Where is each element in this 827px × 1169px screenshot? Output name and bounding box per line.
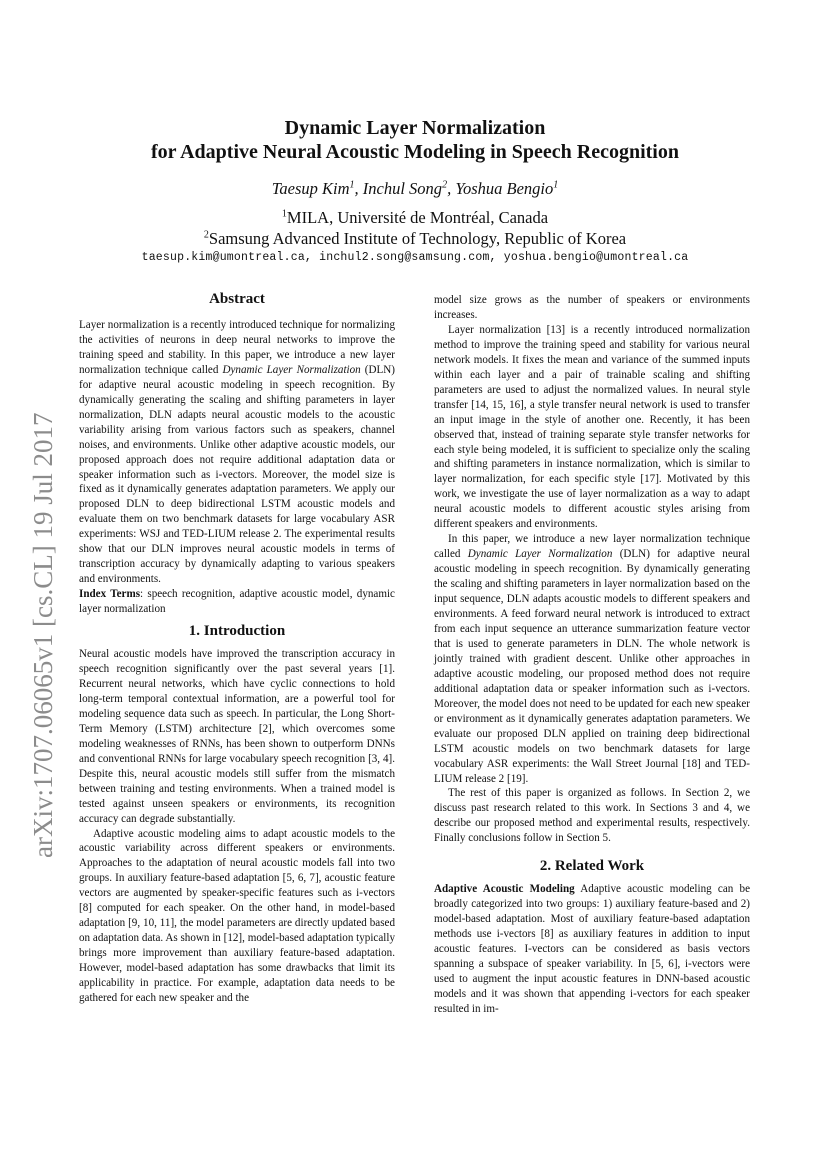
affiliation-2 xyxy=(80,229,750,249)
right-paragraph-0: model size grows as the number of speakers or environments increases. xyxy=(434,294,750,321)
author-1: Taesup Kim xyxy=(271,179,350,198)
introduction-heading: 1. Introduction xyxy=(188,623,286,640)
affiliation-1 xyxy=(80,208,750,228)
left-column xyxy=(79,290,395,1006)
author-3: Yoshua Bengio xyxy=(455,179,554,198)
abstract-dln-term: Dynamic Layer Normalization xyxy=(222,363,361,376)
affiliation-2-text: Samsung Advanced Institute of Technology, Republic of Korea xyxy=(208,229,627,248)
author-emails: taesup.kim@umontreal.ca, inchul2.song@samsung.com, yoshua.bengio@umontreal.ca xyxy=(141,251,689,264)
related-work-paragraph xyxy=(434,882,750,1017)
affiliation-2-sup: 2 xyxy=(203,229,209,241)
abstract-text xyxy=(79,318,395,587)
index-terms xyxy=(79,587,395,617)
arxiv-id: arXiv:1707.06065v1 [cs.CL] 19 Jul 2017 xyxy=(28,412,58,858)
title-line-2: for Adaptive Neural Acoustic Modeling in Speech Recognition xyxy=(151,141,679,163)
title-line-1: Dynamic Layer Normalization xyxy=(284,117,546,139)
affiliation-1-text: MILA, Université de Montréal, Canada xyxy=(286,208,549,227)
author-1-sup: 1 xyxy=(349,179,355,191)
affiliation-1-sup: 1 xyxy=(281,208,287,220)
arxiv-stamp xyxy=(28,380,68,860)
index-terms-label: Index Terms xyxy=(79,588,141,601)
paper-title xyxy=(80,116,750,164)
index-terms-text: : speech recognition, adaptive acoustic model, dynamic layer normalization xyxy=(79,588,395,616)
abstract-text-a: Layer normalization is a recently introduced technique for normalizing the activities of neurons in deep neural networks to improve the training speed and stability. In this paper, we introduce a new layer normalization technique called xyxy=(79,319,395,376)
author-3-sup: 1 xyxy=(553,179,559,191)
right-paragraph-1: Layer normalization [13] is a recently introduced normalization method to improve the training speed and stability for various neural network models. It fixes the mean and variance of the summed inputs within each layer and a pair of trainable scaling and shifting parameters are used to adjust the normalized values. In neural style transfer [14, 15, 16], a style transfer neural network is used to transfer an input image in the style of another one. Recently, it has been observed that, instead of training separate style transfer networks for each style being modeled, it is sufficient to specialize only the scaling and shifting parameters in instance normalization, which is similar to layer normalization, for each specific style [17]. Motivated by this work, we investigate the use of layer normalization as a way to adapt neural acoustic models to different acoustic styles arising from different speakers and environments. xyxy=(434,323,750,531)
right-column xyxy=(434,293,750,1017)
abstract-text-b: (DLN) for adaptive neural acoustic modeling in speech recognition. By dynamically generating the scaling and shifting parameters in layer normalization, DLN adapts neural acoustic models to the acoustic variability arising from various factors such as speakers, channel noises, and environments. Unlike other adaptive acoustic models, our proposed approach does not require additional adaptation data or speaker information such as i-vectors. Moreover, the model size is fixed as it dynamically generates adaptation parameters. We apply our proposed DLN to deep bidirectional LSTM acoustic models and evaluate them on two benchmark datasets for large vocabulary ASR experiments: WSJ and TED-LIUM release 2. The experimental results show that our DLN improves neural acoustic models in terms of transcription accuracy by dynamically adapting to various speakers and environments. xyxy=(79,363,395,586)
right-p2-a: In this paper, we introduce a new layer normalization technique called xyxy=(434,533,750,561)
right-p2-b: (DLN) for adaptive neural acoustic modeling in speech recognition. By dynamically generating the scaling and shifting parameters in layer normalization based on the input sequence, DLN adapts acoustic models to different speakers and environments. A feed forward neural network is introduced to extract from each input sequence an utterance summarization feature vector that is used to generate parameters in DLN. The whole network is jointly trained with gradient descent. Unlike other approaches in adaptive acoustic modeling, our proposed method does not require additional adaptation data or speaker information such as i-vectors. Moreover, the model does not need to be updated for each new speaker or environment as it dynamically generates adaptation parameters. We evaluate our proposed DLN applied on training deep bidirectional LSTM acoustic models on two benchmark datasets for large vocabulary ASR experiments: the Wall Street Journal [18] and TED-LIUM release 2 [19]. xyxy=(434,548,750,785)
related-work-heading: 2. Related Work xyxy=(539,858,645,875)
author-2: Inchul Song xyxy=(362,179,443,198)
right-dln-term: Dynamic Layer Normalization xyxy=(467,548,613,561)
related-work-label: Adaptive Acoustic Modeling xyxy=(434,883,575,896)
intro-paragraph-1: Neural acoustic models have improved the transcription accuracy in speech recognition significantly over the past several years [1]. Recurrent neural networks, which have cyclic connections to hold long-term temporal contextual information, are a powerful tool for modeling sequence data such as speech. In particular, the Long Short-Term Memory (LSTM) architecture [2], which overcomes some modeling weaknesses of RNNs, has been shown to outperform DNNs and conventional RNNs for large vocabulary speech recognition [3, 4]. Despite this, neural acoustic models still suffer from the mismatch between training and testing environments. When a trained model is tested against unseen speakers or environments, its recognition accuracy can degrade substantially. xyxy=(79,648,395,825)
right-paragraph-3: The rest of this paper is organized as follows. In Section 2, we discuss past research related to this work. In Sections 3 and 4, we describe our proposed method and experimental results, respectively. Finally conclusions follow in Section 5. xyxy=(434,787,750,845)
abstract-heading: Abstract xyxy=(209,291,265,307)
related-work-text: Adaptive acoustic modeling can be broadly categorized into two groups: 1) auxiliary feature-based and 2) model-based adaptation. Most of auxiliary feature-based adaptation methods use i-vectors [8] as auxiliary features in addition to input acoustic features. I-vectors can be considered as basis vectors spanning a subspace of speaker variability. In [5, 6], i-vectors were used to augment the input acoustic features in DNN-based acoustic models and it was shown that appending i-vectors for each speaker resulted in im- xyxy=(434,883,750,1015)
intro-paragraph-2: Adaptive acoustic modeling aims to adapt acoustic models to the acoustic variability across different speakers or environments. Approaches to the adaptation of neural acoustic models fall into two groups. In auxiliary feature-based adaptation [5, 6, 7], acoustic feature vectors are augmented by speaker-specific features such as i-vectors [8] computed for each speaker. On the other hand, in model-based adaptation [9, 10, 11], the model parameters are directly updated based on adaptation data. As shown in [12], model-based adaptation typically brings more improvement than auxiliary feature-based adaptation. However, model-based adaptation has some drawbacks that limit its applicability in practice. For example, adaptation data needs to be gathered for each new speaker and the xyxy=(79,827,395,1004)
author-2-sup: 2 xyxy=(442,179,448,191)
right-paragraph-2 xyxy=(434,532,750,786)
author-list: Taesup Kim$^1$, Inchul Song$^2$, Yoshua Bengio$^1$ xyxy=(271,179,559,198)
